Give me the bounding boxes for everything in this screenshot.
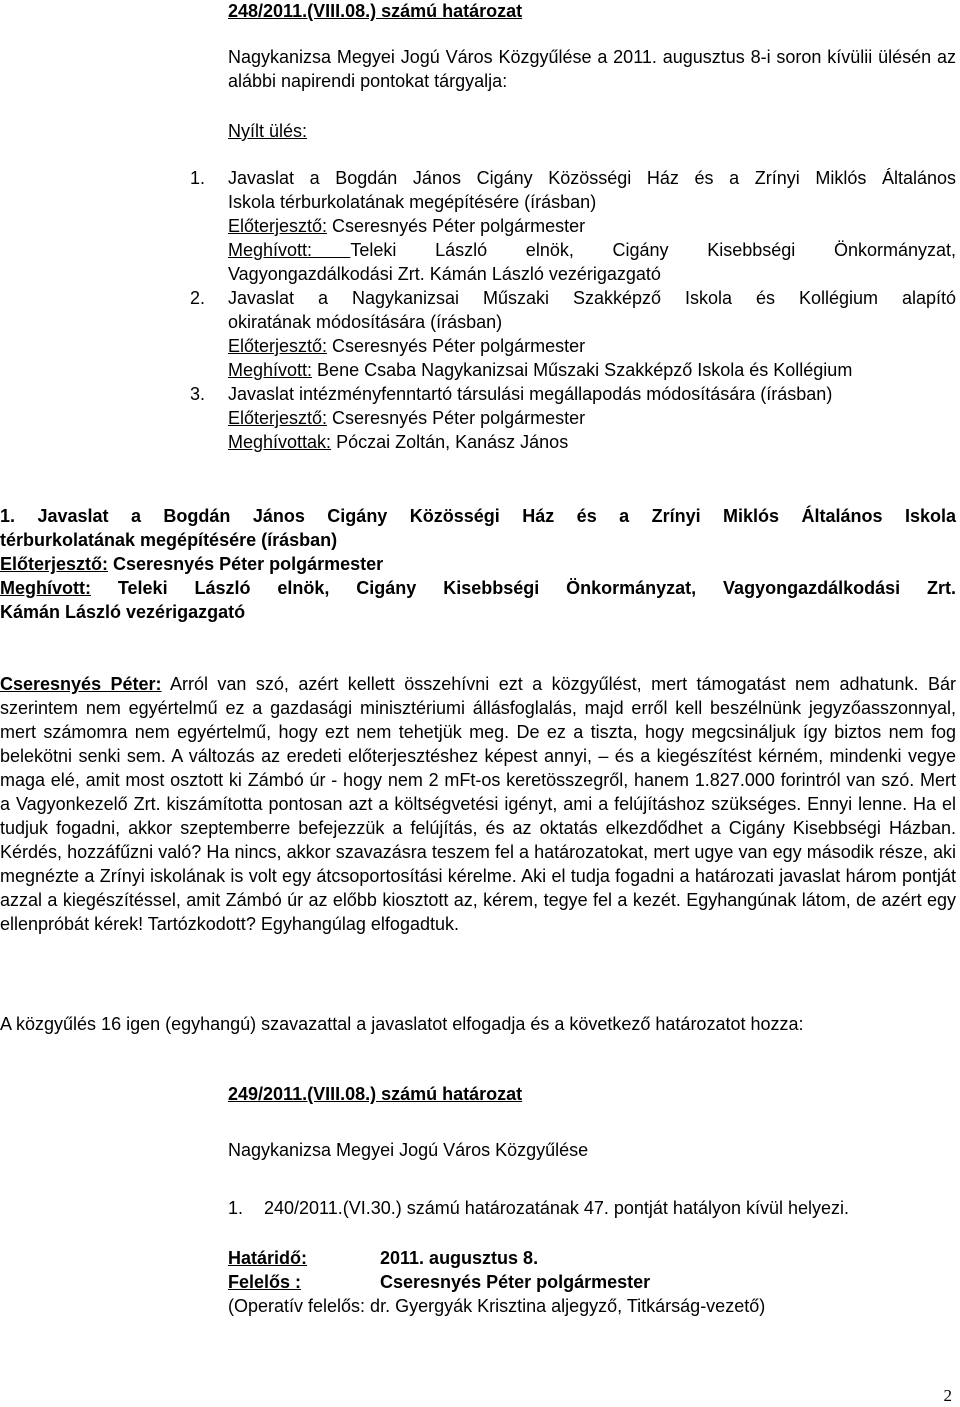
open-session-label: Nyílt ülés:	[228, 121, 308, 141]
invited-names: Teleki László elnök, Cigány Kisebbségi Önkormányzat, Vagyongazdálkodási Zrt.	[90, 578, 956, 598]
section-1	[0, 504, 956, 624]
section-presenter	[0, 552, 956, 576]
speaker-name: Cseresnyés Péter:	[0, 674, 162, 694]
agenda-presenter	[228, 214, 956, 238]
invited-names: Póczai Zoltán, Kanász János	[331, 432, 569, 452]
agenda-invited	[228, 238, 956, 262]
responsible-value: Cseresnyés Péter polgármester	[380, 1272, 651, 1292]
agenda-number: 2.	[190, 288, 206, 308]
section-heading-line: 1. Javaslat a Bogdán János Cigány Közösségi Ház és a Zrínyi Miklós Általános Iskola	[0, 506, 956, 526]
vote-result: A közgyűlés 16 igen (egyhangú) szavazattal a javaslatot elfogadja és a következő határozatot hozza:	[0, 1014, 804, 1034]
agenda-number: 3.	[190, 384, 206, 404]
agenda-invited	[228, 430, 956, 454]
resolution-body: Nagykanizsa Megyei Jogú Város Közgyűlése	[228, 1140, 589, 1160]
presenter-name: Cseresnyés Péter polgármester	[327, 336, 586, 356]
deadline-value: 2011. augusztus 8.	[380, 1248, 539, 1268]
presenter-name: Cseresnyés Péter polgármester	[327, 216, 586, 236]
presenter-label: Előterjesztő:	[0, 554, 109, 574]
speech-text: Arról van szó, azért kellett összehívni ezt a közgyűlést, mert támogatást nem adhatunk. Bár szerintem nem egyértelmű ez a gazdasági minisztériumi állásfoglalás, majd erről kell beszélnünk jegyzőasszonnyal, mert számomra nem egyértelmű, hogy ezt nem tehetjük meg. De ez a tiszta, hogy megcsináljuk így biztos nem fog belekötni senki sem. A változás az eredeti előterjesztéshez képest annyi, – és a kiegészítést kérném, mindenki vegye maga elé, amit most osztott ki Zámbó úr - hogy nem 2 mFt-os keretösszegről, hanem 1.827.000 forintról van szó. Mert a Vagyonkezelő Zrt. kiszámította pontosan azt a költségvetési igényt, ami a felújításhoz szükséges. Ennyi lenne. Ha el tudjuk fogadni, akkor szeptemberre befejezzük a felújítás, és az oktatás elkezdődhet a Cigány Kisebbségi Házban. Kérdés, hozzáfűzni való? Ha nincs, akkor szavazásra teszem fel a határozatokat, mert ugye van egy második része, aki megnézte a Zrínyi iskolának is volt egy átcsoportosítási kérelme. Aki el tudja fogadni a határozati javaslat három pontját azzal a kiegészítéssel, amit Zámbó úr az előbb kiosztott az, kérem, tegye fel a kezét. Egyhangúnak látom, de azért egy ellenpróbát kérek! Tartózkodott? Egyhangúlag elfogadtuk.	[0, 674, 956, 934]
deadline-block	[228, 1246, 765, 1318]
invited-label: Meghívottak:	[228, 432, 332, 452]
responsible-label: Felelős :	[228, 1272, 302, 1292]
agenda-title-line: Javaslat a Bogdán János Cigány Közösségi Ház és a Zrínyi Miklós Általános	[228, 168, 956, 188]
presenter-name: Cseresnyés Péter polgármester	[108, 554, 384, 574]
agenda-item-3	[190, 382, 956, 454]
invited-label: Meghívott:	[228, 240, 351, 260]
presenter-label: Előterjesztő:	[228, 408, 328, 428]
invited-label: Meghívott:	[0, 578, 91, 598]
presenter-label: Előterjesztő:	[228, 216, 328, 236]
agenda-presenter	[228, 334, 956, 358]
section-invited	[0, 576, 956, 600]
resolution-249-title: 249/2011.(VIII.08.) számú határozat	[228, 1084, 523, 1104]
resolution-intro: Nagykanizsa Megyei Jogú Város Közgyűlése a 2011. augusztus 8-i soron kívülii ülésén az alábbi napirendi pontokat tárgyalja:	[228, 47, 956, 91]
agenda-presenter	[228, 406, 956, 430]
agenda-title-line: Javaslat intézményfenntartó társulási megállapodás módosítására (írásban)	[228, 384, 833, 404]
agenda-title-line: Iskola térburkolatának megépítésére (írásban)	[228, 192, 597, 212]
deadline-row	[228, 1246, 765, 1270]
agenda-item-2	[190, 286, 956, 382]
operative-row: (Operatív felelős: dr. Gyergyák Krisztina aljegyző, Titkárság-vezető)	[228, 1296, 766, 1316]
presenter-name: Cseresnyés Péter polgármester	[327, 408, 586, 428]
agenda-invited-cont: Vagyongazdálkodási Zrt. Kámán László vezérigazgató	[228, 264, 661, 284]
responsible-row	[228, 1270, 765, 1294]
presenter-label: Előterjesztő:	[228, 336, 328, 356]
agenda-item-1	[190, 166, 956, 286]
section-heading-line: térburkolatának megépítésére (írásban)	[0, 530, 338, 550]
discussion-paragraph	[0, 672, 956, 936]
agenda-invited	[228, 358, 956, 382]
agenda-number: 1.	[190, 168, 206, 188]
section-invited-cont: Kámán László vezérigazgató	[0, 602, 246, 622]
invited-names: Teleki László elnök, Cigány Kisebbségi Önkormányzat,	[350, 240, 956, 260]
agenda-title-line: okiratának módosítására (írásban)	[228, 312, 503, 332]
agenda-title-line: Javaslat a Nagykanizsai Műszaki Szakképző Iskola és Kollégium alapító	[228, 288, 956, 308]
resolution-item-number: 1.	[228, 1198, 244, 1218]
deadline-label: Határidő:	[228, 1248, 308, 1268]
resolution-title: 248/2011.(VIII.08.) számú határozat	[228, 1, 523, 21]
invited-label: Meghívott:	[228, 360, 313, 380]
resolution-item-text: 240/2011.(VI.30.) számú határozatának 47. pontját hatályon kívül helyezi.	[264, 1198, 850, 1218]
resolution-item	[228, 1196, 849, 1220]
page-number: 2	[943, 1386, 952, 1405]
invited-names: Bene Csaba Nagykanizsai Műszaki Szakképző Iskola és Kollégium	[312, 360, 853, 380]
